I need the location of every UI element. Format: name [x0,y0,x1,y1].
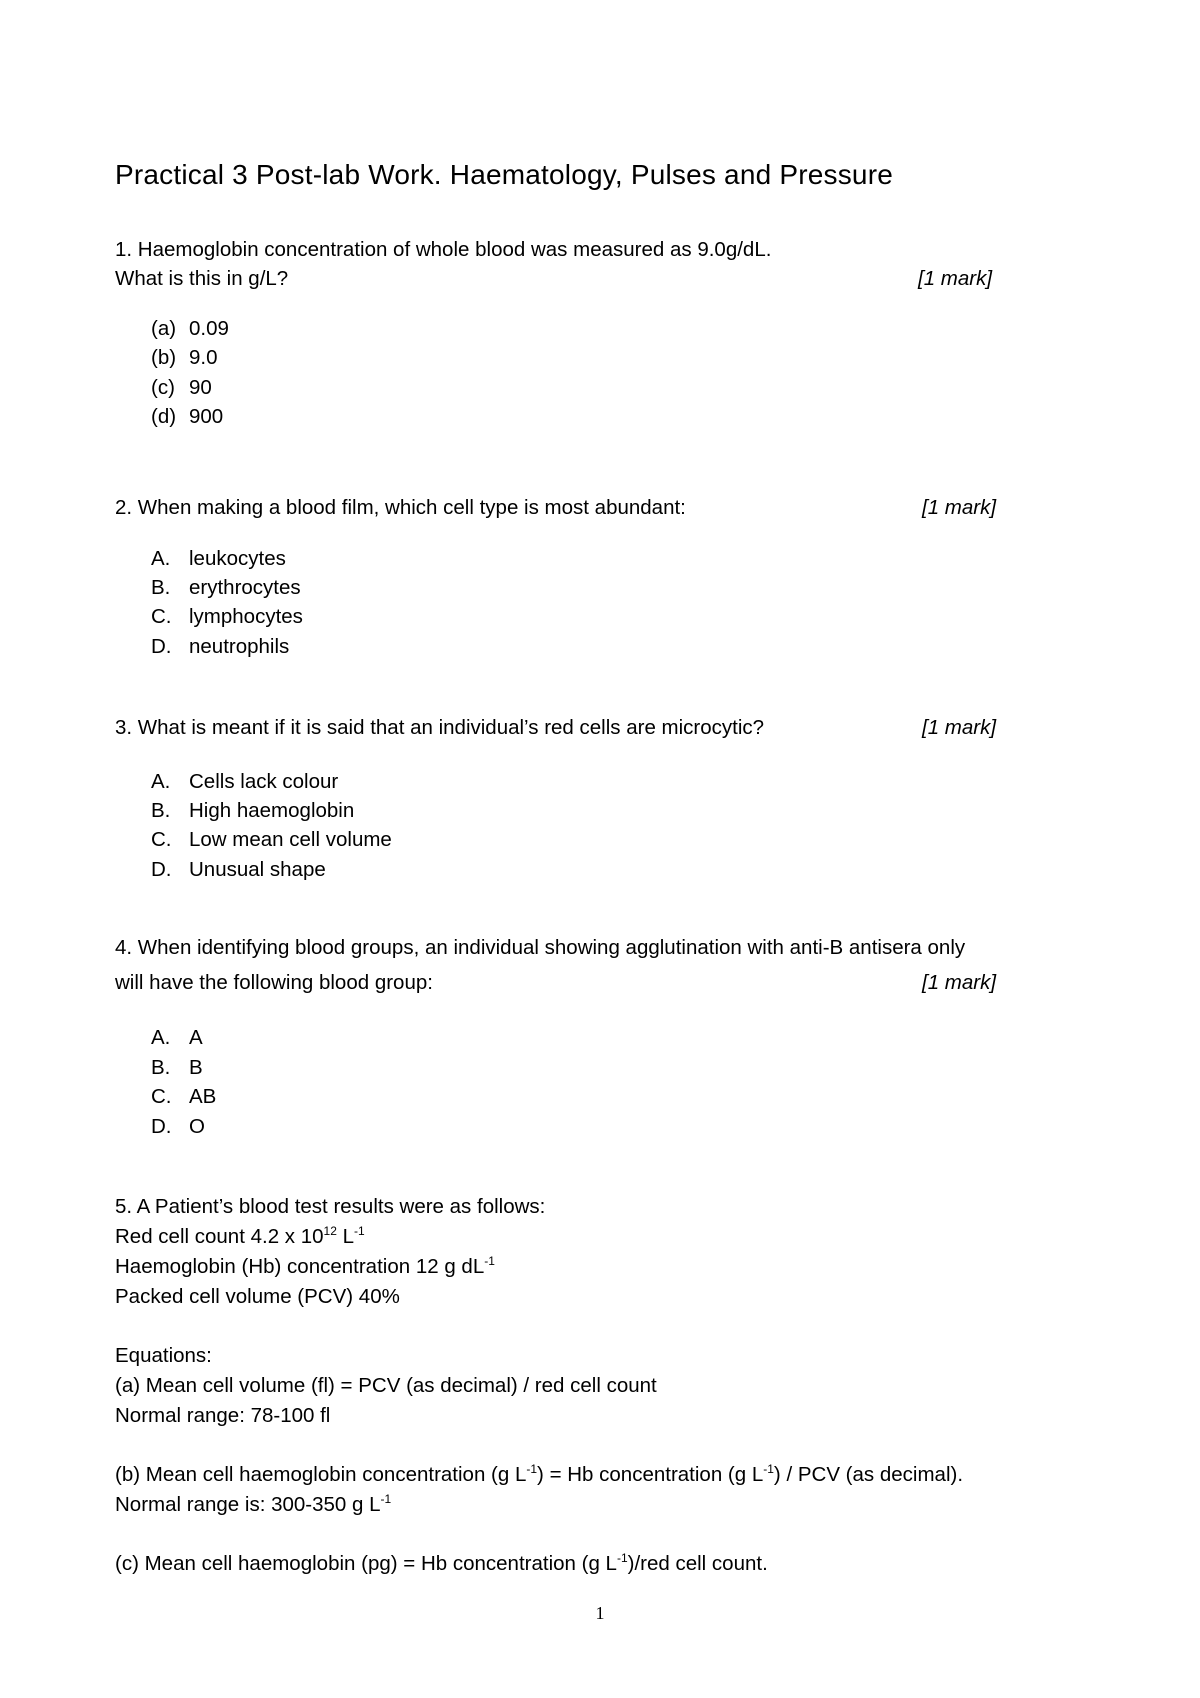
q4-option-d: D. O [151,1115,205,1138]
q2-option-b: B. erythrocytes [151,576,301,599]
q1-option-c: (c) 90 [151,376,212,399]
q5-pcv: Packed cell volume (PCV) 40% [115,1285,400,1308]
q1-option-b: (b) 9.0 [151,346,218,369]
q3-option-d: D. Unusual shape [151,858,326,881]
page-title: Practical 3 Post-lab Work. Haematology, Pulses and Pressure [115,159,893,190]
q5-haemoglobin: Haemoglobin (Hb) concentration 12 g $dL^{-1}$ [115,1254,495,1278]
q5-equation-a-range: Normal range: 78-100 fl [115,1404,331,1427]
q2-option-c: C. lymphocytes [151,605,303,628]
q2-mark: [1 mark] [922,496,997,519]
q5-equation-c: (c) Mean cell haemoglobin (pg) = Hb concentration (g $L^{-1}$)/red cell count. [115,1551,768,1575]
q1-option-d: (d) 900 [151,405,224,428]
q1-option-a: (a) 0.09 [151,317,229,340]
page-number: 1 [595,1603,605,1623]
q4-line2: will have the following blood group: [115,971,433,994]
q4-option-a: A. A [151,1026,203,1049]
q3-mark: [1 mark] [922,716,997,739]
q1-line1: 1. Haemoglobin concentration of whole blood was measured as 9.0g/dL. [115,238,772,261]
q3-option-b: B. High haemoglobin [151,799,355,822]
q2-option-a: A. leukocytes [151,547,286,570]
q4-option-b: B. B [151,1056,203,1079]
q3-line1: 3. What is meant if it is said that an individual’s red cells are microcytic? [115,716,765,739]
q4-line1: 4. When identifying blood groups, an individual showing agglutination with anti-B antisera only [115,936,966,959]
q2-option-d: D. neutrophils [151,635,290,658]
q1-mark: [1 mark] [918,267,993,290]
q5-equations-heading: Equations: [115,1344,212,1367]
q4-mark: [1 mark] [922,971,997,994]
q4-option-c: C. AB [151,1085,217,1108]
q2-line1: 2. When making a blood film, which cell type is most abundant: [115,496,686,519]
q5-intro: 5. A Patient’s blood test results were as follows: [115,1195,546,1218]
q5-red-cell-count: Red cell count 4.2 x $10^{12}$ $L^{-1}$ [115,1224,365,1248]
q5-equation-b: (b) Mean cell haemoglobin concentration (g $L^{-1}) = Hb$ concentration (g $L^{-1}$) / PCV (as decimal). [115,1462,964,1486]
q5-equation-b-range: Normal range is: 300-350 g $L^{-1}$ [115,1492,392,1516]
q3-option-c: C. Low mean cell volume [151,828,392,851]
q1-line2: What is this in g/L? [115,267,289,290]
q3-option-a: A. Cells lack colour [151,770,339,793]
q5-equation-a: (a) Mean cell volume (fl) = PCV (as decimal) / red cell count [115,1374,657,1397]
